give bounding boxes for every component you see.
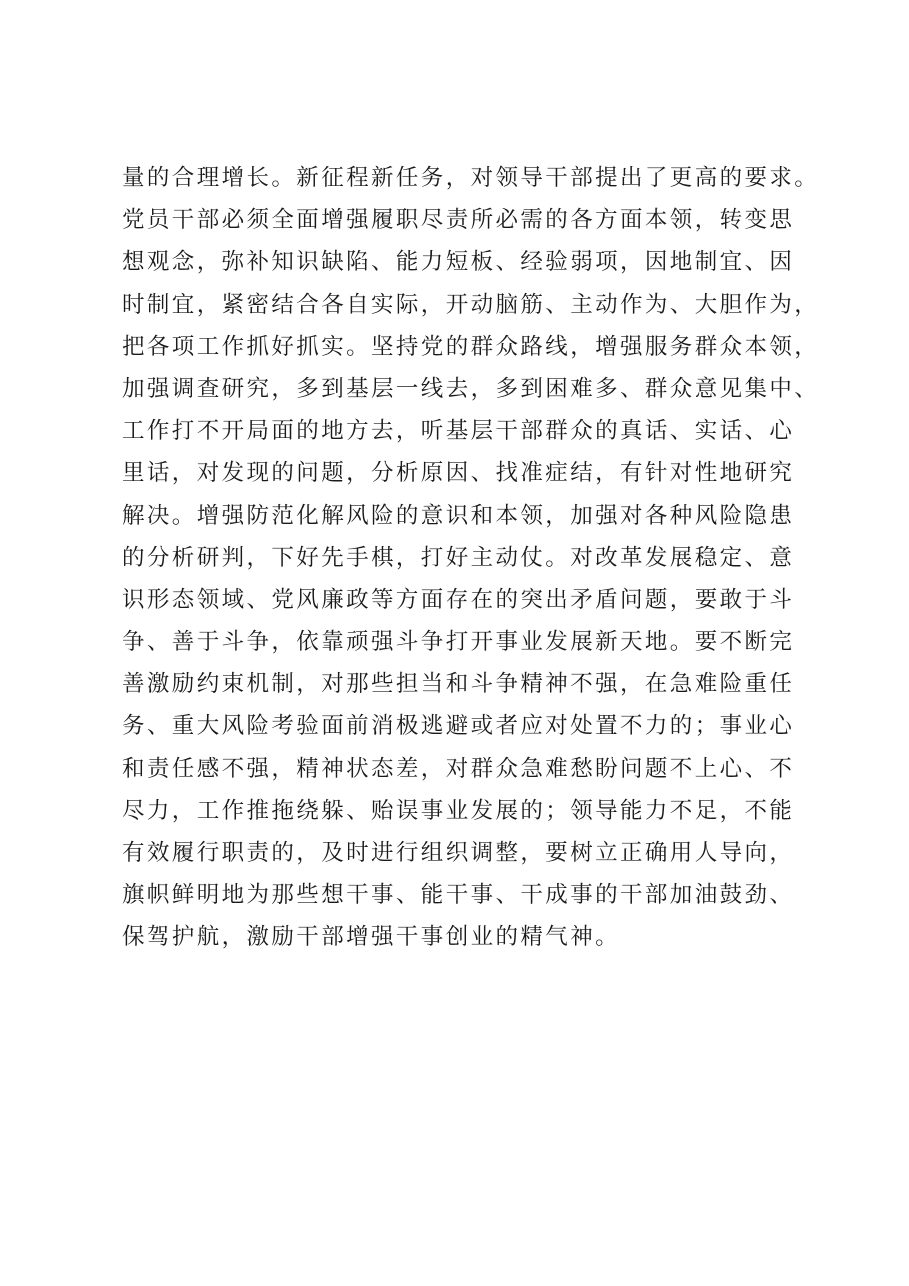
text-line: 尽力，工作推拖绕躲、贻误事业发展的；领导能力不足，不能 <box>122 797 795 824</box>
text-line: 时制宜，紧密结合各自实际，开动脑筋、主动作为、大胆作为， <box>122 291 820 318</box>
text-line: 的分析研判，下好先手棋，打好主动仗。对改革发展稳定、意 <box>122 544 795 571</box>
text-line: 解决。增强防范化解风险的意识和本领，加强对各种风险隐患 <box>122 502 795 529</box>
text-line: 里话，对发现的问题，分析原因、找准症结，有针对性地研究 <box>122 460 795 487</box>
text-line: 把各项工作抓好抓实。坚持党的群众路线，增强服务群众本领， <box>122 333 820 360</box>
text-line: 量的合理增长。新征程新任务，对领导干部提出了更高的要求。 <box>122 165 820 191</box>
text-line: 善激励约束机制，对那些担当和斗争精神不强，在急难险重任 <box>122 671 795 698</box>
text-line: 想观念，弥补知识缺陷、能力短板、经验弱项，因地制宜、因 <box>122 249 795 276</box>
text-line: 和责任感不强，精神状态差，对群众急难愁盼问题不上心、不 <box>122 755 795 782</box>
text-line: 务、重大风险考验面前消极逃避或者应对处置不力的；事业心 <box>122 713 795 740</box>
text-line: 加强调查研究，多到基层一线去，多到困难多、群众意见集中、 <box>122 375 820 402</box>
text-line: 党员干部必须全面增强履职尽责所必需的各方面本领，转变思 <box>122 207 795 234</box>
text-line: 争、善于斗争，依靠顽强斗争打开事业发展新天地。要不断完 <box>122 629 795 656</box>
body-paragraph <box>122 157 822 959</box>
text-line: 保驾护航，激励干部增强干事创业的精气神。 <box>122 924 621 951</box>
text-line: 工作打不开局面的地方去，听基层干部群众的真话、实话、心 <box>122 418 795 445</box>
text-line: 识形态领域、党风廉政等方面存在的突出矛盾问题，要敢于斗 <box>122 586 795 613</box>
text-line: 旗帜鲜明地为那些想干事、能干事、干成事的干部加油鼓劲、 <box>122 882 795 909</box>
text-line: 有效履行职责的，及时进行组织调整，要树立正确用人导向， <box>122 840 795 866</box>
